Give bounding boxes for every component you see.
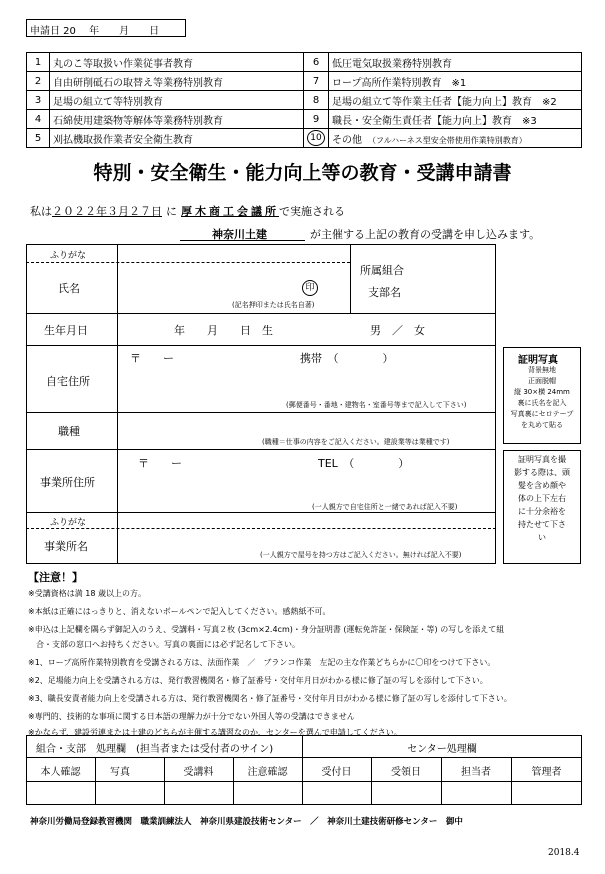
page-title: 特別・安全衛生・能力向上等の教育・受講申請書 (93, 162, 512, 184)
union-label: 所属組合 (360, 264, 404, 277)
notice-item: ※専門的、技術的な事項に関する日本語の理解力が十分でない外国人等の受講はできません (28, 712, 355, 721)
processing-column-header: 受付日 (321, 767, 352, 778)
processing-column-header: 写真 (110, 767, 130, 778)
processing-column-header: 受講料 (183, 767, 214, 778)
office-address-note: (一人親方で自宅住所と一緒であれば記入不要) (312, 503, 458, 511)
photo-note-line: 持たせて下さ (518, 520, 566, 529)
course-number: 1 (27, 53, 50, 72)
course-name-other: その他 (332, 134, 362, 146)
office-address-label: 事業所住所 (40, 476, 95, 489)
intro-mid: に (166, 205, 177, 218)
intro-prefix: 私は (30, 205, 52, 218)
photo-note (504, 453, 580, 544)
course-number: 4 (27, 110, 50, 129)
course-row (27, 72, 582, 91)
center-processing-header: センター処理欄 (407, 744, 477, 755)
processing-column-header: 担当者 (461, 767, 491, 778)
office-name-label: 事業所名 (44, 540, 88, 553)
home-address-note: (郵便番号・番地・建物名・室番号等まで記入して下さい) (286, 401, 467, 409)
photo-note-line: 体の上下左右 (518, 494, 566, 503)
notice-item: ※3、職長安責者能力向上を受講される方は、発行教習機関名・修了証番号・交付年月日がわかる様に修了証の写しを添付して下さい。 (28, 694, 512, 703)
course-number: 8 (304, 91, 329, 110)
intro-organizer: 神奈川土建 (212, 228, 267, 241)
course-number: 3 (27, 91, 50, 110)
home-address-label: 自宅住所 (46, 375, 90, 388)
photo-title: 証明写真 (518, 355, 558, 366)
office-postal-mark: 〒 ー (138, 457, 182, 470)
course-number: 5 (27, 129, 50, 148)
intro-venue: 厚木商工会議所 (181, 205, 279, 218)
course-row (27, 53, 582, 72)
office-name-note: (一人親方で屋号を持つ方はご記入ください。無ければ記入不要) (260, 551, 462, 559)
course-row (27, 110, 582, 129)
notice-title: 【注意！】 (28, 571, 83, 584)
photo-instruction-line: 裏に氏名を記入 (517, 399, 567, 407)
processing-column-header: 本人確認 (40, 767, 81, 778)
course-name: 足場の組立て等特別教育 (50, 91, 304, 110)
course-number: 2 (27, 72, 50, 91)
date-box (26, 19, 186, 37)
photo-note-line: 髪を含め顔や (518, 481, 566, 490)
course-row (27, 129, 582, 148)
course-number-circled (304, 129, 329, 148)
course-name: 低圧電気取扱業務特別教育 (329, 53, 582, 72)
photo-instruction-line: 背景無地 (528, 366, 556, 374)
notice-item: 合・支部の窓口へお持ちください。写真の裏面には必ず記名して下さい。 (28, 640, 300, 649)
job-label: 職種 (58, 425, 80, 438)
office-tel-label: TEL （ ） (318, 457, 410, 470)
row-divider (26, 449, 496, 450)
furigana-divider (26, 528, 496, 529)
course-number: 9 (304, 110, 329, 129)
furigana-divider (26, 262, 350, 263)
photo-note-line: 証明写真を撮 (518, 455, 566, 464)
union-processing-header: 組合・支部 処理欄 (担当者または受付者のサイン) (36, 744, 274, 755)
job-note: (職種＝仕事の内容をご記入ください。建設業等は業種です) (262, 438, 450, 446)
home-postal-mark: 〒 ー (130, 352, 174, 365)
dob-value: 年 月 日 生 (174, 324, 273, 337)
photo-note-line: に十分余裕を (518, 507, 566, 516)
seal-note: (記名押印または氏名自著) (232, 301, 315, 309)
footer-recipient: 神奈川労働局登録教習機関 職業訓練法人 神奈川県建設技術センター ／ 神奈川土建技術研修センター 御中 (30, 817, 463, 827)
photo-instruction-line: 正面脱帽 (528, 377, 556, 385)
notice-item: ※申込は上記欄を隅らず御記入のうえ、受講料・写真２枚 (3cm×2.4cm)・身分証明書 (運転免許証・保険証・等) の写しを添えて組 (28, 625, 505, 634)
course-number: 7 (304, 72, 329, 91)
photo-instruction-line: 写真裏にセロテープ (510, 410, 574, 418)
course-name: 石綿使用建築物等解体等業務特別教育 (50, 110, 304, 129)
row-divider (26, 512, 496, 513)
intro-date: ２０２２年３月２７日 (52, 205, 162, 218)
processing-column-header: 管理者 (531, 767, 562, 778)
course-name: 職長・安全衛生責任者【能力向上】教育 ※3 (329, 110, 582, 129)
gender-options: 男 ／ 女 (370, 324, 425, 337)
course-name: 自由研削砥石の取替え等業務特別教育 (50, 72, 304, 91)
furigana-label: ふりがな (50, 251, 87, 261)
photo-note-line: い (538, 533, 546, 542)
row-divider (26, 313, 496, 314)
processing-table-divider (26, 781, 582, 782)
photo-instruction-line: を丸めて貼る (521, 421, 563, 429)
mobile-label: 携帯 （ ） (300, 352, 394, 365)
course-number: 6 (304, 53, 329, 72)
intro-line-2: が主催する上記の教育の受講を申し込みます。 (310, 228, 541, 241)
date-box-label: 申請日 20 年 月 日 (30, 26, 160, 37)
photo-instruction-line: 縦 30×横 24mm (514, 388, 570, 396)
processing-column-header: 注意確認 (247, 767, 288, 778)
branch-label: 支部名 (368, 286, 401, 299)
photo-note-line: 影する際は、頭 (514, 468, 570, 477)
course-name-other-detail: （フルハーネス型安全帯使用作業特別教育） (372, 135, 527, 145)
notice-item: ※1、ロープ高所作業特別教育を受講される方は、法面作業 ／ ブランコ作業 左記の主な作業どちらかに〇印をつけて下さい。 (28, 658, 496, 667)
course-table (26, 52, 582, 148)
row-divider (26, 345, 496, 346)
notice-item: ※本紙は正確にはっきりと、消えないボールペンで記入してください。感熱紙不可。 (28, 607, 331, 616)
processing-column-header: 受領日 (391, 767, 421, 778)
intro-suffix: で実施される (279, 205, 345, 218)
union-divider (350, 244, 351, 313)
circled-selection: 10 (307, 130, 325, 146)
row-divider (26, 412, 496, 413)
label-column-divider (117, 244, 118, 564)
name-label: 氏名 (58, 282, 80, 295)
dob-label: 生年月日 (44, 324, 88, 337)
notice-item: ※受講資格は満 18 歳以上の方。 (28, 589, 146, 598)
seal-mark: 印 (302, 280, 318, 296)
course-name (329, 129, 582, 148)
photo-instructions (504, 365, 580, 431)
notice-item: ※かならず、建設労連または土建のどちらが主催する講習なのか、センターを選んで申請してください。 (28, 728, 402, 737)
intro-line-1 (30, 203, 345, 219)
office-furigana-label: ふりがな (50, 518, 87, 528)
course-name: 足場の組立て等作業主任者【能力向上】教育 ※2 (329, 91, 582, 110)
course-row (27, 91, 582, 110)
notice-item: ※2、足場能力向上を受講される方は、発行教習機関名・修了証番号・交付年月日がわかる様に修了証の写しを添付して下さい。 (28, 676, 488, 685)
course-name: ロープ高所作業特別教育 ※1 (329, 72, 582, 91)
form-version: 2018.4 (548, 848, 580, 858)
processing-table-divider (26, 757, 582, 758)
course-name: 丸のこ等取扱い作業従事者教育 (50, 53, 304, 72)
course-name: 刈払機取扱作業者安全衛生教育 (50, 129, 304, 148)
